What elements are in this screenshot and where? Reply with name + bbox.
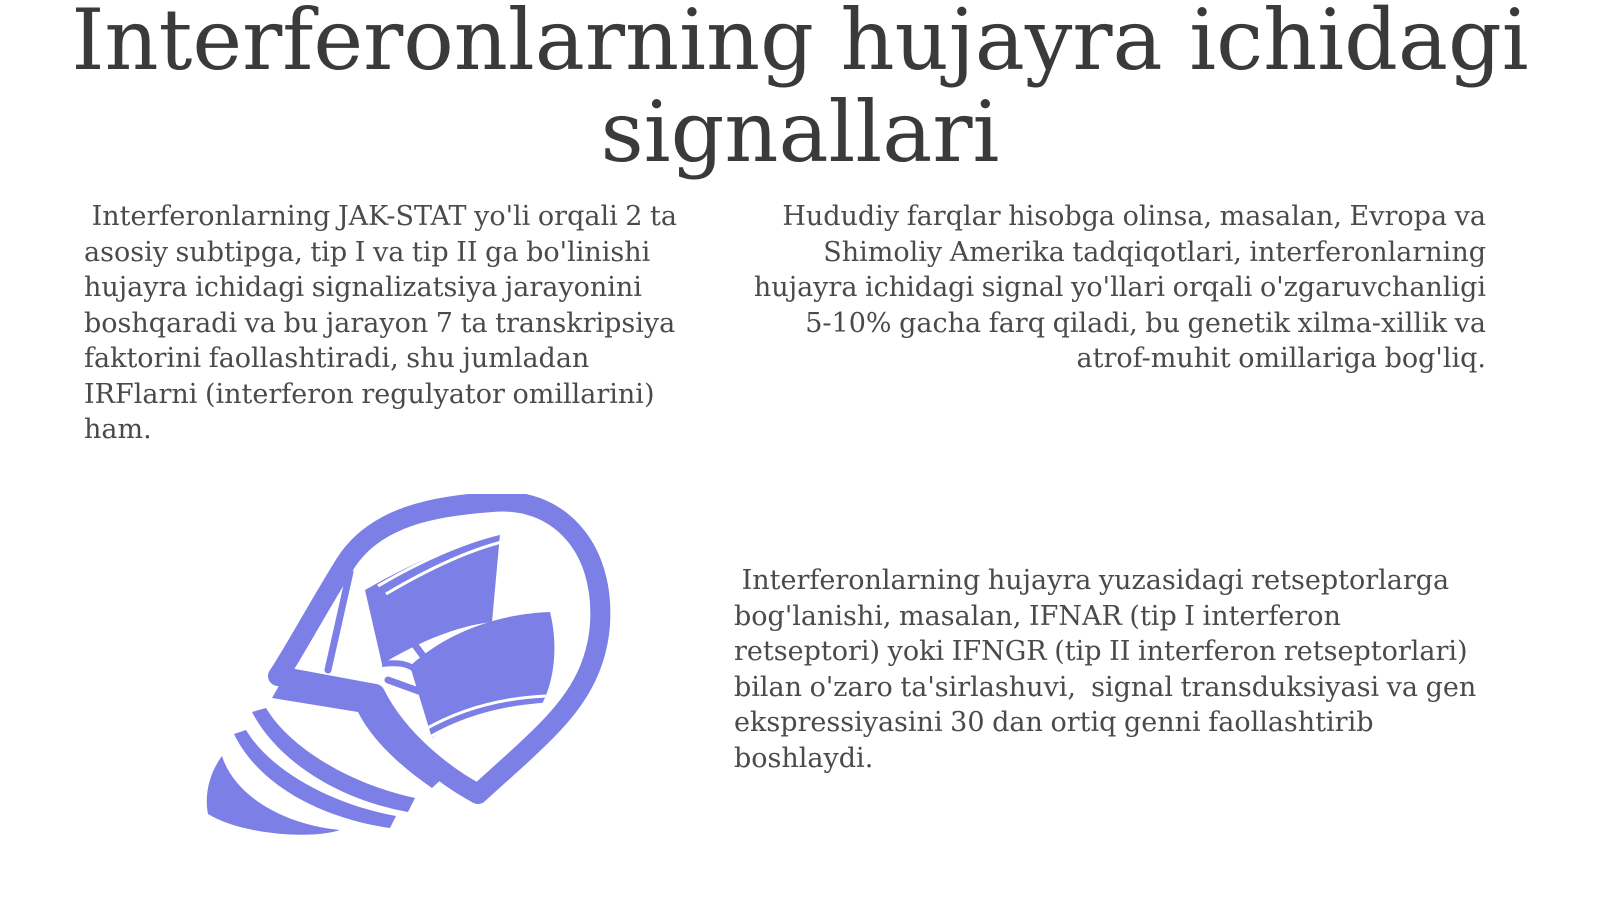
lightbulb-book-icon <box>200 494 620 839</box>
paragraph-jak-stat: Interferonlarning JAK-STAT yo'li orqali 2 ta asosiy subtipga, tip I va tip II ga bo'linishi hujayra ichidagi signalizatsiya jarayonini boshqaradi va bu jarayon 7 ta transkripsiya faktorini faollashtiradi, shu jumladan IRFlarni (interferon regulyator omillarini) ham. <box>84 201 685 445</box>
paragraph-receptor-binding: Interferonlarning hujayra yuzasidagi retseptorlarga bog'lanishi, masalan, IFNAR (tip I interferon retseptori) yoki IFNGR (tip II interferon retseptorlari) bilan o'zaro ta'sirlashuvi, signal transduksiyasi va gen ekspressiyasini 30 dan ortiq genni faollashtirib boshlaydi. <box>734 565 1484 774</box>
slide-title: Interferonlarning hujayra ichidagi signallari <box>71 0 1529 181</box>
paragraph-regional-differences: Hududiy farqlar hisobga olinsa, masalan, Evropa va Shimoliy Amerika tadqiqotlari, interferonlarning hujayra ichidagi signal yo'llari orqali o'zgaruvchanligi 5-10% gacha farq qiladi, bu genetik xilma-xillik va atrof-muhit omillariga bog'liq. <box>753 201 1494 374</box>
